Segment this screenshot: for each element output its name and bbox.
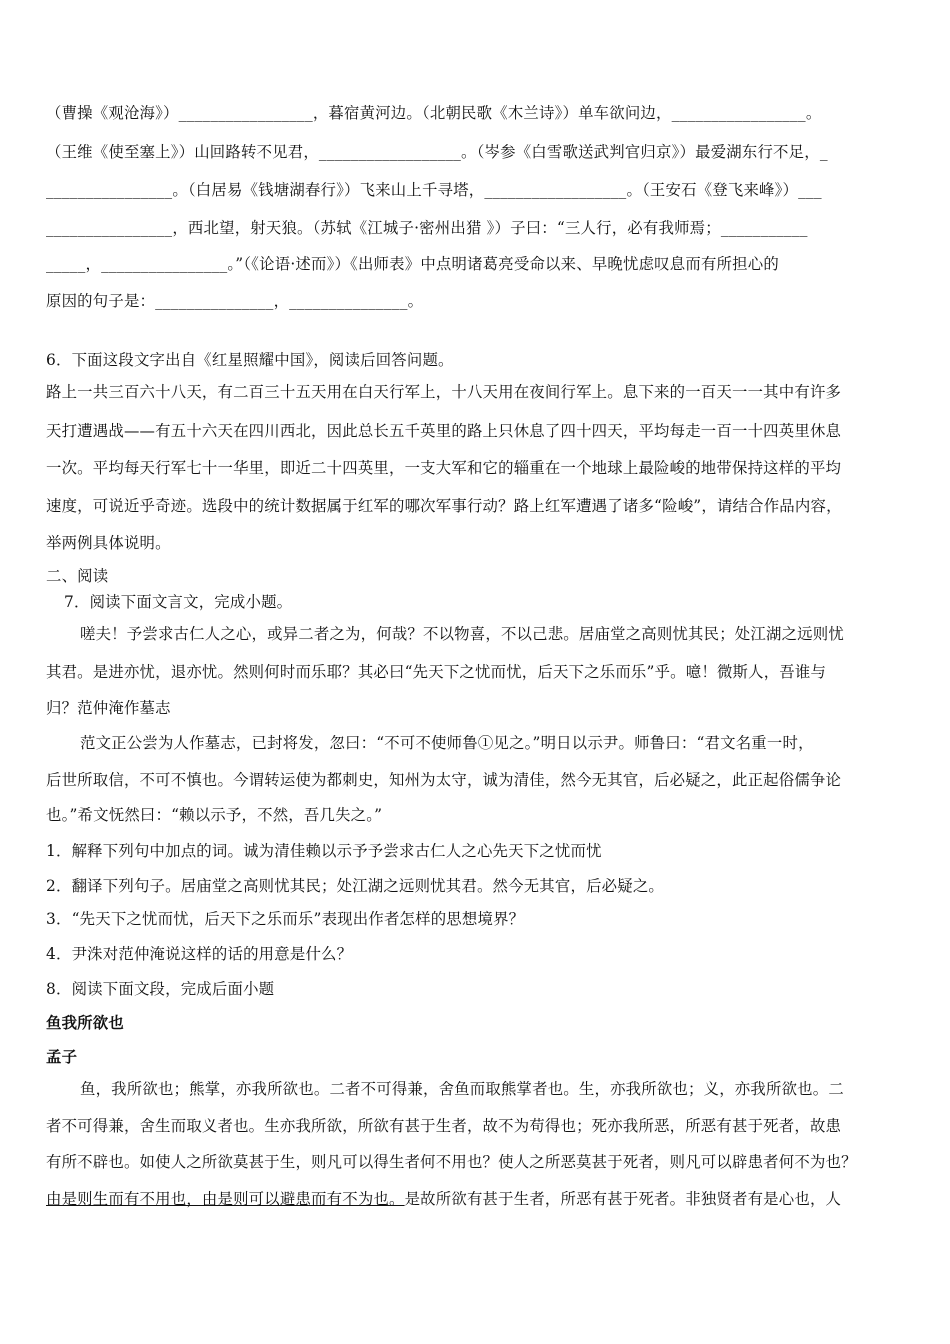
passage-c-line: 有所不辟也。如使人之所欲莫甚于生，则凡可以得生者何不用也？使人之所恶莫甚于死者，则凡可以辟患者何不为也？ bbox=[46, 1153, 857, 1171]
passage-a-line: 嗟夫！予尝求古仁人之心，或异二者之为，何哉？不以物喜，不以己悲。居庙堂之高则忧其民；处江湖之远则忧 bbox=[80, 625, 844, 643]
fill-in-line-1: （曹操《观沧海》）_________________，暮宿黄河边。（北朝民歌《木兰诗》）单车欲问边，_________________。 bbox=[46, 104, 822, 122]
passage-c-author: 孟子 bbox=[46, 1048, 78, 1066]
sub-question-4: 4．尹洙对范仲淹说这样的话的用意是什么？ bbox=[46, 945, 353, 963]
passage-c-title: 鱼我所欲也 bbox=[46, 1014, 124, 1032]
question-8-title: 8．阅读下面文段，完成后面小题 bbox=[46, 980, 275, 998]
question-6-text-line: 天打遭遇战——有五十六天在四川西北，因此总长五千英里的路上只休息了四十四天，平均每走一百一十四英里休息 bbox=[46, 422, 842, 440]
passage-b-line: 后世所取信，不可不慎也。今谓转运使为都刺史，知州为太守，诚为清佳，然今无其官，后必疑之，此正起俗儒争论 bbox=[46, 771, 842, 789]
passage-c-line-rest: 是故所欲有甚于生者，所恶有甚于死者。非独贤者有是心也，人 bbox=[404, 1190, 842, 1208]
sub-question-2: 2．翻译下列句子。居庙堂之高则忧其民；处江湖之远则忧其君。然今无其官，后必疑之。 bbox=[46, 877, 665, 895]
passage-c-line: 鱼，我所欲也；熊掌，亦我所欲也。二者不可得兼，舍鱼而取熊掌者也。生，亦我所欲也；义，亦我所欲也。二 bbox=[80, 1080, 844, 1098]
question-6-title: 6．下面这段文字出自《红星照耀中国》，阅读后回答问题。 bbox=[46, 351, 454, 369]
passage-b-line: 也。”希文怃然曰：“赖以示予，不然，吾几失之。” bbox=[46, 806, 383, 824]
fill-in-line-5: _____，________________。”（《论语·述而》）《出师表》中点明诸葛亮受命以来、早晚忧虑叹息而有所担心的 bbox=[46, 255, 779, 273]
passage-c-last-line bbox=[46, 1187, 906, 1209]
sub-question-3: 3．“先天下之忧而忧，后天下之乐而乐”表现出作者怎样的思想境界？ bbox=[46, 910, 525, 928]
underlined-sentence: 由是则生而有不用也，由是则可以避患而有不为也。 bbox=[46, 1190, 405, 1208]
passage-a-line: 归？范仲淹作墓志 bbox=[46, 699, 171, 717]
fill-in-line-3: ________________。（白居易《钱塘湖春行》）飞来山上千寻塔，__________________。（王安石《登飞来峰》）___ bbox=[46, 181, 822, 199]
fill-in-line-2: （王维《使至塞上》）山回路转不见君，__________________。（岑参《白雪歌送武判官归京》）最爱湖东行不足，_ bbox=[46, 143, 828, 161]
passage-c-line: 者不可得兼，舍生而取义者也。生亦我所欲，所欲有甚于生者，故不为苟得也；死亦我所恶，所恶有甚于死者，故患 bbox=[46, 1117, 842, 1135]
question-6-text-line: 路上一共三百六十八天，有二百三十五天用在白天行军上，十八天用在夜间行军上。息下来的一百天一一其中有许多 bbox=[46, 383, 842, 401]
question-7-title: 7．阅读下面文言文，完成小题。 bbox=[64, 593, 293, 611]
question-6-text-line: 一次。平均每天行军七十一华里，即近二十四英里，一支大军和它的辎重在一个地球上最险峻的地带保持这样的平均 bbox=[46, 459, 842, 477]
section-heading: 二、阅读 bbox=[46, 567, 109, 585]
fill-in-line-6: 原因的句子是：_______________，_______________。 bbox=[46, 292, 424, 310]
passage-a-line: 其君。是进亦忧，退亦忧。然则何时而乐耶？其必曰“先天下之忧而忧，后天下之乐而乐”乎。噫！微斯人，吾谁与 bbox=[46, 663, 827, 681]
passage-b-line: 范文正公尝为人作墓志，已封将发，忽曰：“不可不使师鲁①见之。”明日以示尹。师鲁曰：“君文名重一时， bbox=[80, 734, 814, 752]
question-6-text-line: 速度，可说近乎奇迹。选段中的统计数据属于红军的哪次军事行动？路上红军遭遇了诸多“险峻”，请结合作品内容， bbox=[46, 497, 842, 515]
sub-question-1: 1．解释下列句中加点的词。诚为清佳赖以示予予尝求古仁人之心先天下之忧而忧 bbox=[46, 842, 602, 860]
fill-in-line-4: ________________，西北望，射天狼。（苏轼《江城子·密州出猎 》）子曰：“三人行，必有我师焉；___________ bbox=[46, 219, 808, 237]
question-6-text-line: 举两例具体说明。 bbox=[46, 534, 171, 552]
